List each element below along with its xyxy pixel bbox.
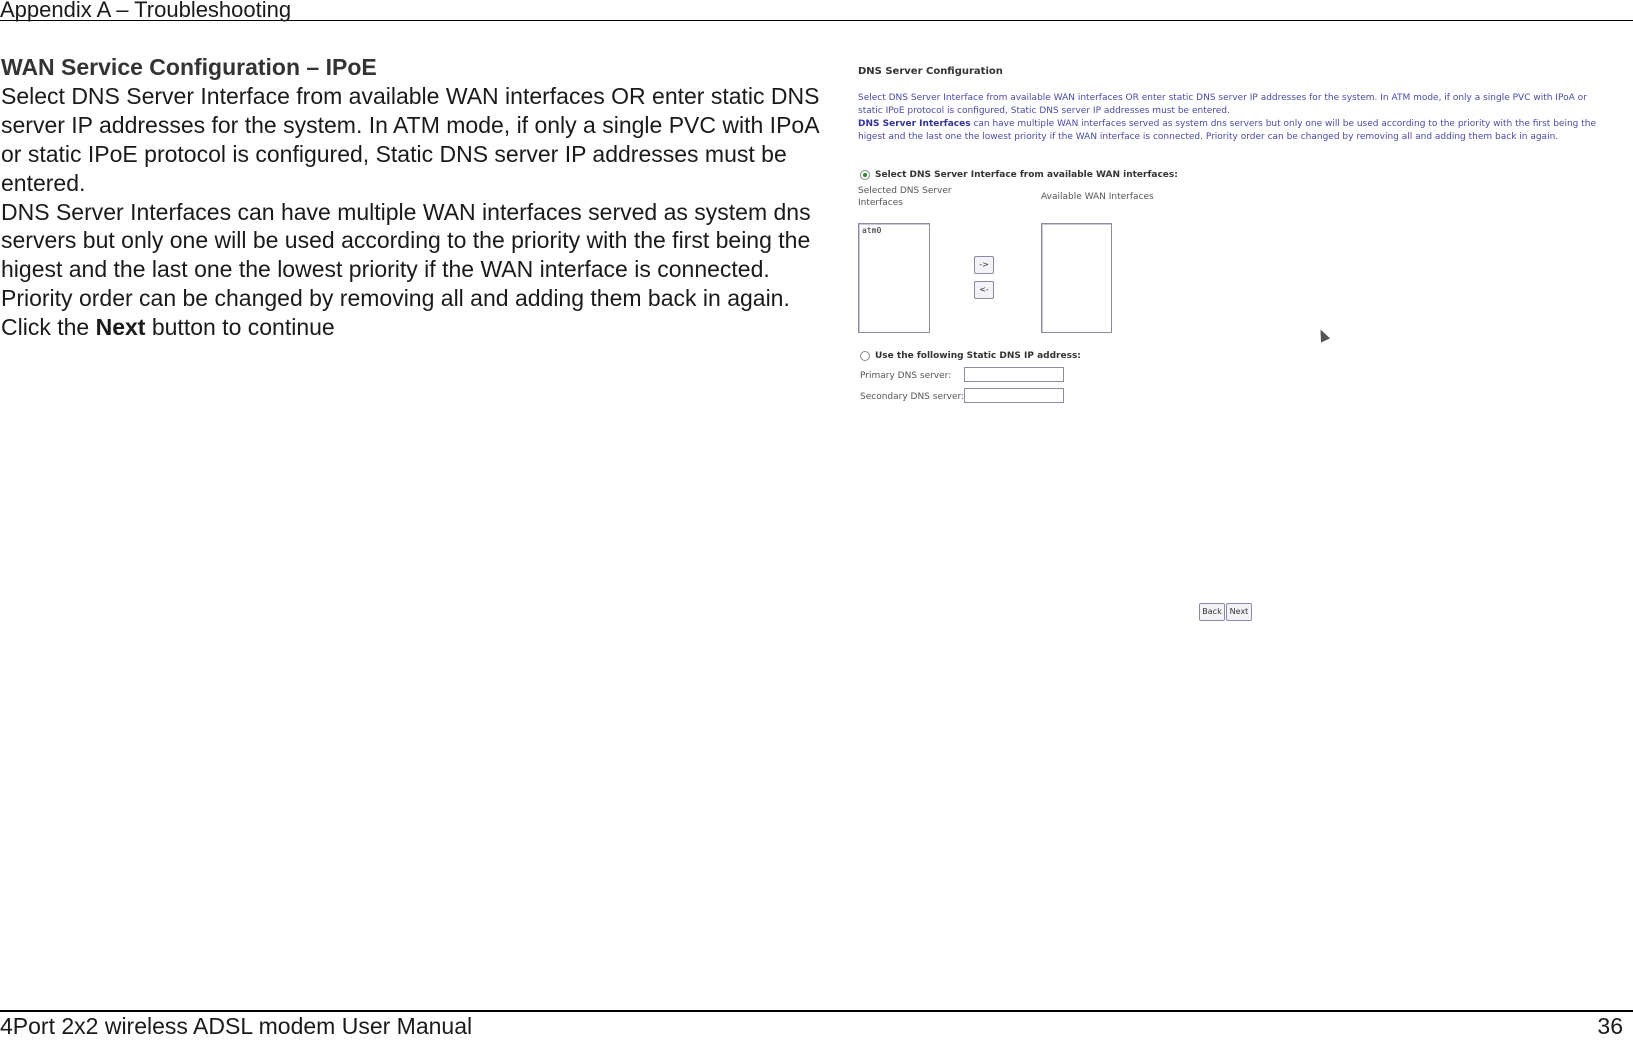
paragraph-1: Select DNS Server Interface from available WAN interfaces OR enter static DNS server IP addresses for the system. In ATM mode, if only a single PVC with IPoA or static IPoE protocol is configured, Static DNS server IP addresses must be entered. [1, 82, 820, 196]
page-footer [0, 1010, 1633, 1040]
dns-config-screenshot [850, 60, 1610, 660]
section-title: WAN Service Configuration – IPoE [1, 54, 377, 80]
dns-config-description [858, 92, 1608, 144]
dns-config-title: DNS Server Configuration [858, 66, 1003, 77]
paragraph-2-end: button to continue [145, 314, 335, 341]
next-button[interactable]: Next [1226, 603, 1252, 621]
radio-select-interface[interactable] [860, 170, 870, 180]
dns-desc-2 [858, 118, 1608, 144]
radio-static-dns[interactable] [860, 351, 870, 361]
move-left-button[interactable]: <- [974, 281, 994, 299]
selected-interfaces-label: Selected DNS Server Interfaces [858, 186, 952, 208]
page-number: 36 [1597, 1013, 1623, 1039]
available-interfaces-list[interactable] [1041, 223, 1112, 333]
mouse-cursor-icon [1316, 327, 1330, 342]
dns-desc-2-bold: DNS Server Interfaces [858, 119, 971, 129]
selected-interfaces-list[interactable] [858, 223, 930, 333]
paragraph-2-text: DNS Server Interfaces can have multiple WAN interfaces served as system dns servers but only one will be used according to the priority with the first being the higest and the last one the lowest priority if the WAN interface is connected. Priority order can be changed by removing all and adding them back in again. Click the [1, 198, 811, 341]
secondary-dns-input[interactable] [964, 388, 1064, 403]
secondary-dns-label: Secondary DNS server: [860, 392, 965, 402]
primary-dns-label: Primary DNS server: [860, 371, 952, 381]
move-right-button[interactable]: -> [974, 256, 994, 274]
page-header [0, 0, 1633, 21]
document-body [1, 53, 821, 342]
dns-desc-2-text: can have multiple WAN interfaces served as system dns servers but only one will be used according to the priority with the first being the higest and the last one the lowest priority if the WAN interface is connected. Priority order can be changed by removing all and adding them back in again. [858, 119, 1596, 142]
primary-dns-input[interactable] [964, 367, 1064, 382]
option-static-dns-label: Use the following Static DNS IP address: [875, 351, 1081, 361]
option-select-interface-label: Select DNS Server Interface from available WAN interfaces: [875, 170, 1178, 180]
next-keyword: Next [95, 314, 146, 341]
back-button[interactable]: Back [1199, 603, 1225, 621]
header-title: Appendix A – Troubleshooting [0, 0, 292, 22]
list-item[interactable]: atm0 [862, 226, 882, 235]
available-interfaces-label: Available WAN Interfaces [1041, 192, 1154, 202]
footer-manual-title: 4Port 2x2 wireless ADSL modem User Manual [0, 1013, 473, 1039]
paragraph-2 [1, 198, 821, 343]
dns-desc-1: Select DNS Server Interface from available WAN interfaces OR enter static DNS server IP addresses for the system. In ATM mode, if only a single PVC with IPoA or static IPoE protocol is configured, Static DNS server IP addresses must be entered. [858, 93, 1587, 116]
